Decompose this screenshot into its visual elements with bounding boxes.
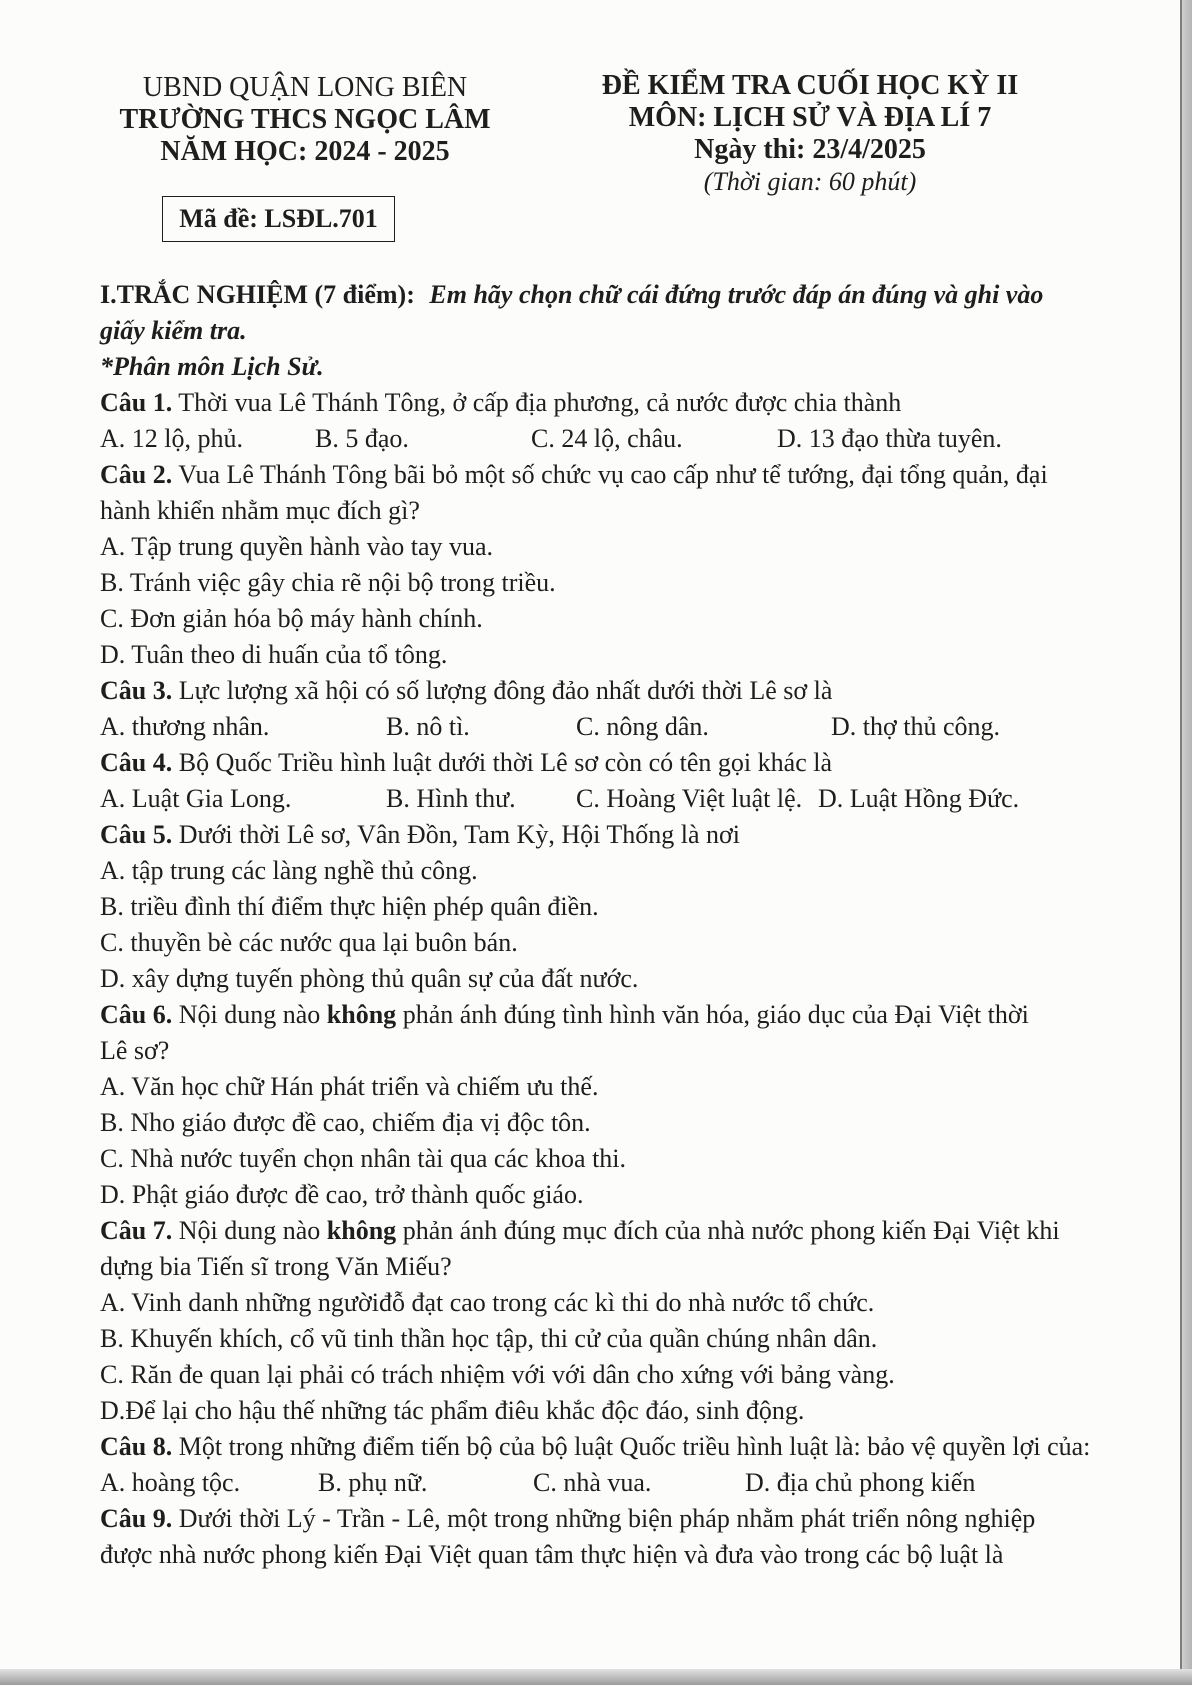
option-a: A. Tập trung quyền hành vào tay vua. [100, 532, 494, 561]
question-stem [100, 997, 1100, 1033]
question-text: Vua Lê Thánh Tông bãi bỏ một số chức vụ cao cấp như tể tướng, đại tổng quản, đại [178, 460, 1048, 489]
question-label: Câu 9. [100, 1504, 173, 1533]
question-label: Câu 3. [100, 676, 173, 705]
option-c: C. Đơn giản hóa bộ máy hành chính. [100, 604, 483, 633]
exam-title: ĐỀ KIỂM TRA CUỐI HỌC KỲ II [601, 70, 1019, 101]
option-a: A. tập trung các làng nghề thủ công. [100, 856, 478, 885]
question-text: Dưới thời Lý - Trần - Lê, một trong những biện pháp nhằm phát triển nông nghiệp [178, 1504, 1036, 1533]
option-b: B. Khuyến khích, cổ vũ tinh thần học tập, thi cử của quần chúng nhân dân. [100, 1324, 878, 1353]
scan-edge-bottom [0, 1669, 1192, 1685]
option-c: C. thuyền bè các nước qua lại buôn bán. [100, 928, 518, 957]
question-text-cont: hành khiển nhằm mục đích gì? [100, 496, 420, 525]
header-left [100, 72, 510, 168]
question-stem [100, 1429, 1100, 1465]
option-d: D. Phật giáo được đề cao, trở thành quốc giáo. [100, 1180, 584, 1209]
option-b: B. Nho giáo được đề cao, chiếm địa vị độc tôn. [100, 1108, 591, 1137]
question-label: Câu 2. [100, 460, 173, 489]
question-text: Dưới thời Lê sơ, Vân Đồn, Tam Kỳ, Hội Thống là nơi [178, 820, 740, 849]
question-text: Bộ Quốc Triều hình luật dưới thời Lê sơ còn có tên gọi khác là [178, 748, 832, 777]
option-b: B. Hình thư. [386, 784, 516, 813]
question-stem [100, 673, 1100, 709]
exam-subject: MÔN: LỊCH SỬ VÀ ĐỊA LÍ 7 [628, 102, 992, 133]
option-b: B. nô tì. [386, 712, 470, 741]
option-c: C. nhà vua. [533, 1468, 652, 1497]
section-title: I.TRẮC NGHIỆM (7 điểm): [100, 280, 415, 309]
option-c: C. Hoàng Việt luật lệ. [576, 784, 803, 813]
school-year: NĂM HỌC: 2024 - 2025 [160, 136, 450, 167]
authority-name: UBND QUẬN LONG BIÊN [142, 72, 468, 103]
option-a: A. Luật Gia Long. [100, 784, 292, 813]
section-heading [100, 277, 1100, 313]
question-text: Nội dung nào [178, 1216, 321, 1245]
question-label: Câu 1. [100, 388, 173, 417]
question-stem [100, 1501, 1100, 1537]
section-instruction: Em hãy chọn chữ cái đứng trước đáp án đúng và ghi vào [429, 280, 1044, 309]
question-label: Câu 5. [100, 820, 173, 849]
option-a: A. hoàng tộc. [100, 1468, 241, 1497]
option-d: D. địa chủ phong kiến [745, 1468, 976, 1497]
question-label: Câu 7. [100, 1216, 173, 1245]
option-a: A. Văn học chữ Hán phát triển và chiếm ưu thế. [100, 1072, 599, 1101]
option-c: C. 24 lộ, châu. [531, 424, 683, 453]
question-stem [100, 817, 1100, 853]
question-label: Câu 4. [100, 748, 173, 777]
option-a: A. thương nhân. [100, 712, 270, 741]
question-stem [100, 457, 1100, 493]
options-row [100, 781, 1100, 817]
question-label: Câu 8. [100, 1432, 173, 1461]
question-text: Nội dung nào [178, 1000, 321, 1029]
question-label: Câu 6. [100, 1000, 173, 1029]
question-text: Lực lượng xã hội có số lượng đông đảo nhất dưới thời Lê sơ là [178, 676, 833, 705]
question-stem [100, 385, 1100, 421]
option-c: C. Răn đe quan lại phải có trách nhiệm với với dân cho xứng với bảng vàng. [100, 1360, 895, 1389]
question-text-cont: dựng bia Tiến sĩ trong Văn Miếu? [100, 1252, 452, 1281]
question-emphasis: không [326, 1000, 397, 1029]
options-row [100, 709, 1100, 745]
school-name: TRƯỜNG THCS NGỌC LÂM [119, 104, 491, 135]
exam-duration: (Thời gian: 60 phút) [703, 167, 917, 196]
option-d: D. thợ thủ công. [831, 712, 1001, 741]
question-emphasis: không [326, 1216, 397, 1245]
exam-date: Ngày thi: 23/4/2025 [694, 134, 926, 165]
option-b: B. Tránh việc gây chia rẽ nội bộ trong triều. [100, 568, 556, 597]
option-d: D. Tuân theo di huấn của tổ tông. [100, 640, 448, 669]
subsection-title: *Phân môn Lịch Sử. [100, 352, 324, 381]
option-d: D. Luật Hồng Đức. [818, 784, 1020, 813]
option-a: A. 12 lộ, phủ. [100, 424, 243, 453]
option-c: C. Nhà nước tuyển chọn nhân tài qua các khoa thi. [100, 1144, 627, 1173]
question-text: phản ánh đúng tình hình văn hóa, giáo dục của Đại Việt thời [402, 1000, 1029, 1029]
option-d: D. xây dựng tuyến phòng thủ quân sự của đất nước. [100, 964, 639, 993]
option-b: B. triều đình thí điểm thực hiện phép quân điền. [100, 892, 599, 921]
option-a: A. Vinh danh những ngườiđỗ đạt cao trong các kì thi do nhà nước tổ chức. [100, 1288, 875, 1317]
options-row [100, 421, 1100, 457]
header-right [560, 70, 1060, 198]
question-text: phản ánh đúng mục đích của nhà nước phong kiến Đại Việt khi [402, 1216, 1060, 1245]
scan-edge-right [1180, 0, 1192, 1685]
option-d: D. 13 đạo thừa tuyên. [777, 424, 1002, 453]
exam-code-box: Mã đề: LSĐL.701 [162, 196, 395, 242]
options-row [100, 1465, 1100, 1501]
question-text-cont: được nhà nước phong kiến Đại Việt quan tâm thực hiện và đưa vào trong các bộ luật là [100, 1540, 1004, 1569]
question-text-cont: Lê sơ? [100, 1036, 170, 1065]
question-stem [100, 1213, 1100, 1249]
option-c: C. nông dân. [576, 712, 709, 741]
question-text: Thời vua Lê Thánh Tông, ở cấp địa phương, cả nước được chia thành [178, 388, 902, 417]
option-d: D.Để lại cho hậu thế những tác phẩm điêu khắc độc đáo, sinh động. [100, 1396, 805, 1425]
section-instruction-cont: giấy kiểm tra. [100, 316, 247, 345]
option-b: B. phụ nữ. [318, 1468, 428, 1497]
option-b: B. 5 đạo. [315, 424, 409, 453]
question-text: Một trong những điểm tiến bộ của bộ luật Quốc triều hình luật là: bảo vệ quyền lợi của: [178, 1432, 1091, 1461]
question-stem [100, 745, 1100, 781]
exam-body [100, 277, 1100, 1573]
